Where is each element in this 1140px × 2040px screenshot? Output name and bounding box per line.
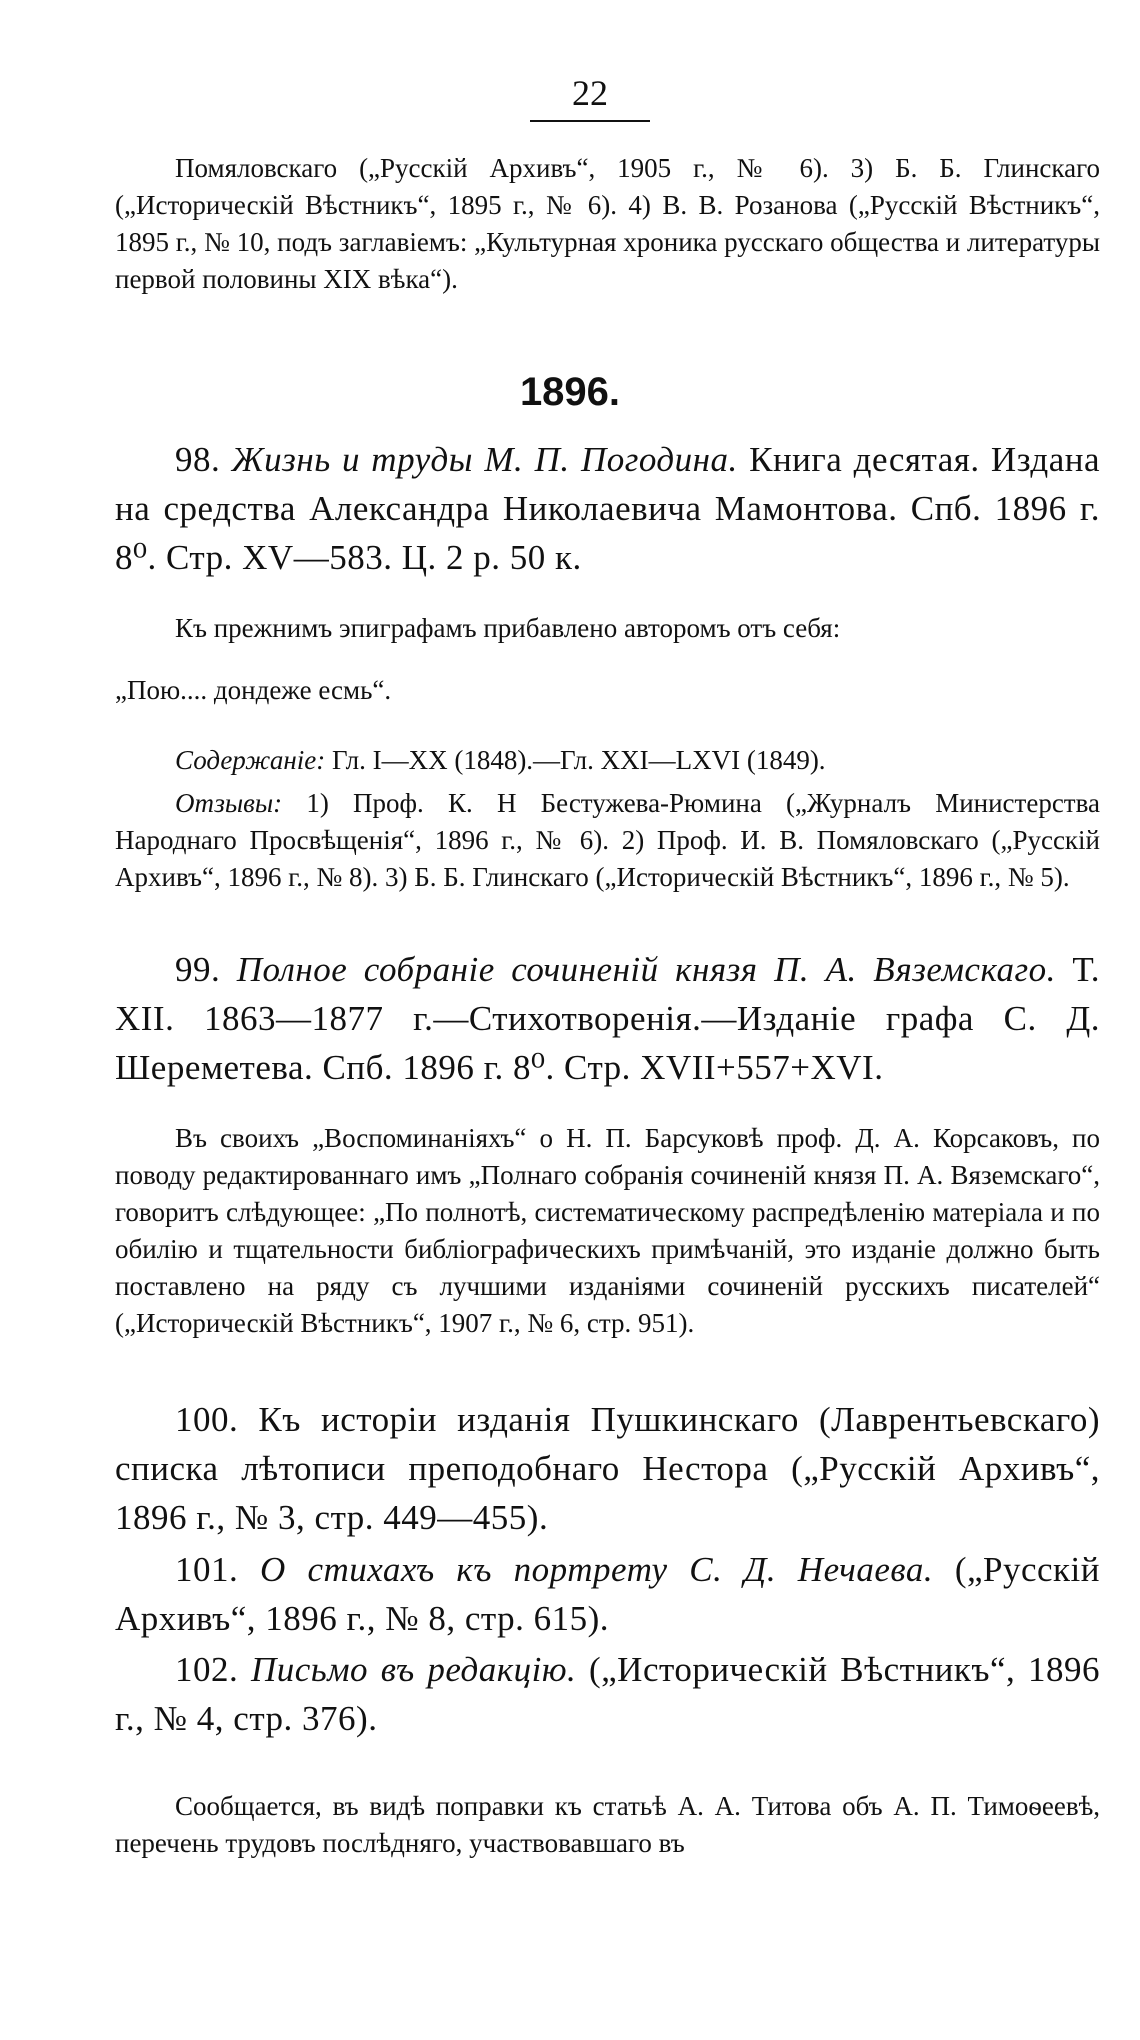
entry-100 <box>115 1395 1100 1542</box>
reviews-label: Отзывы: <box>175 788 283 818</box>
entry-98 <box>115 435 1100 582</box>
entry-100-number: 100. <box>175 1400 239 1439</box>
entry-98-contents <box>115 742 1100 779</box>
page-number: 22 <box>530 72 650 122</box>
entry-101 <box>115 1545 1100 1643</box>
contents-text: Гл. I—XX (1848).—Гл. XXI—LXVI (1849). <box>332 745 826 775</box>
entry-98-reviews <box>115 785 1100 896</box>
entry-98-number: 98. <box>175 440 221 479</box>
entry-98-epigraph: „Пою.... дондеже есмь“. <box>115 675 392 705</box>
entry-98-text: Книга десятая. Издана на средства Александра Николаевича Мамонтова. Спб. 1896 г. 8⁰. Стр. XV—583. Ц. 2 р. 50 к. <box>115 440 1101 577</box>
entry-101-number: 101. <box>175 1550 239 1589</box>
entry-101-text: („Русскій Архивъ“, 1896 г., № 8, стр. 615). <box>115 1550 1101 1638</box>
continuation-paragraph: Помяловскаго („Русскій Архивъ“, 1905 г., № 6). 3) Б. Б. Глинскаго („Историческій Вѣстникъ“, 1895 г., № 6). 4) В. В. Розанова („Русскій Вѣстникъ“, 1895 г., № 10, подъ заглавіемъ: „Культурная хроника русскаго общества и литературы первой половины XIX вѣка“). <box>115 153 1100 294</box>
entry-98-title: Жизнь и труды М. П. Погодина. <box>231 440 738 479</box>
entry-99-number: 99. <box>175 950 221 989</box>
entry-99-text: Т. XII. 1863—1877 г.—Стихотворенія.—Изданіе графа С. Д. Шереметева. Спб. 1896 г. 8⁰. Стр. XVII+557+XVI. <box>115 950 1101 1087</box>
entry-98-note: Къ прежнимъ эпиграфамъ прибавлено авторомъ отъ себя: <box>175 613 841 643</box>
reviews-text: 1) Проф. К. Н Бестужева-Рюмина („Журналъ Министерства Народнаго Просвѣщенія“, 1896 г., № 6). 2) Проф. И. В. Помяловскаго („Русскій Архивъ“, 1896 г., № 8). 3) Б. Б. Глинскаго („Историческій Вѣстникъ“, 1896 г., № 5). <box>115 788 1100 892</box>
entry-99 <box>115 945 1100 1092</box>
entry-102-title: Письмо въ редакцію. <box>250 1650 577 1689</box>
entry-102 <box>115 1645 1100 1743</box>
entry-102-text: („Историческій Вѣстникъ“, 1896 г., № 4, стр. 376). <box>115 1650 1101 1738</box>
entry-99-title: Полное собраніе сочиненій князя П. А. Вяземскаго. <box>236 950 1056 989</box>
entry-102-note: Сообщается, въ видѣ поправки къ статьѣ А. А. Титова объ А. П. Тимоѳеевѣ, перечень трудовъ послѣдняго, участвовавшаго въ <box>115 1791 1100 1858</box>
year-heading: 1896. <box>519 370 621 414</box>
entry-101-title: О стихахъ къ портрету С. Д. Нечаева. <box>259 1550 934 1589</box>
contents-label: Содержаніе: <box>175 745 326 775</box>
entry-99-note: Въ своихъ „Воспоминаніяхъ“ о Н. П. Барсуковѣ проф. Д. А. Корсаковъ, по поводу редактированнаго имъ „Полнаго собранія сочиненій князя П. А. Вяземскаго“, говоритъ слѣдующее: „По полнотѣ, систематическому распредѣленію матеріала и по обилію и тщательности библіографическихъ примѣчаній, это изданіе должно быть поставлено на ряду съ лучшими изданіями сочиненій русскихъ писателей“ („Историческій Вѣстникъ“, 1907 г., № 6, стр. 951). <box>115 1123 1100 1338</box>
entry-100-text: Къ исторіи изданія Пушкинскаго (Лаврентьевскаго) списка лѣтописи преподобнаго Нестора („Русскій Архивъ“, 1896 г., № 3, стр. 449—455). <box>115 1400 1100 1537</box>
entry-102-number: 102. <box>175 1650 239 1689</box>
